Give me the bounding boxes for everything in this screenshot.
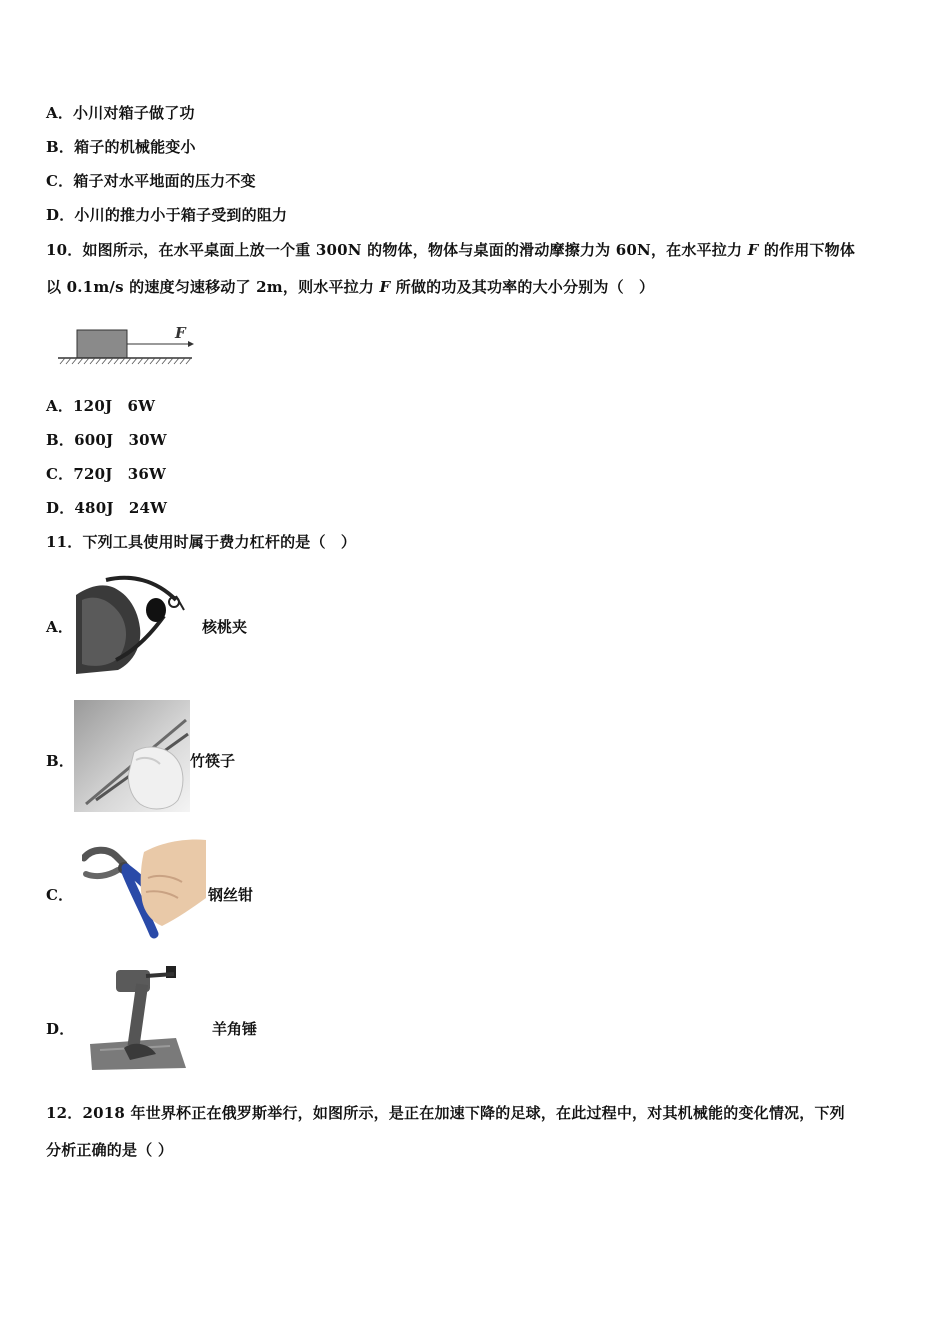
q10-option-c: C．720J 36W xyxy=(46,465,167,483)
q10-option-a: A．120J 6W xyxy=(46,397,156,415)
q11-option-b-letter: B． xyxy=(46,752,75,770)
q9-option-c: C．箱子对水平地面的压力不变 xyxy=(46,172,256,190)
pliers-icon xyxy=(82,838,208,942)
q11-caption-b: 竹筷子 xyxy=(190,752,236,770)
q11-option-d-letter: D． xyxy=(46,1020,75,1038)
q11-caption-a: 核桃夹 xyxy=(202,618,248,636)
q11-caption-d: 羊角锤 xyxy=(212,1020,258,1038)
q10-block-figure xyxy=(56,322,196,368)
ground-hatching xyxy=(60,358,191,364)
block-shape xyxy=(77,330,127,358)
claw-hammer-icon xyxy=(90,964,186,1070)
q10-stem-line1: 10．如图所示，在水平桌面上放一个重 300N 的物体，物体与桌面的滑动摩擦力为 60N，在水平拉力 F 的作用下物体 xyxy=(46,241,856,259)
q9-option-a: A．小川对箱子做了功 xyxy=(46,104,195,122)
q12-stem-line1: 12．2018 年世界杯正在俄罗斯举行，如图所示，是正在加速下降的足球，在此过程中，对其机械能的变化情况，下列 xyxy=(46,1104,845,1122)
q11-option-c-letter: C． xyxy=(46,886,74,904)
q11-stem: 11．下列工具使用时属于费力杠杆的是（ ） xyxy=(46,533,357,551)
q11-option-a-letter: A． xyxy=(46,618,74,636)
nutcracker-icon xyxy=(76,570,188,674)
q9-option-d: D．小川的推力小于箱子受到的阻力 xyxy=(46,206,288,224)
q12-stem-line2: 分析正确的是（ ） xyxy=(46,1141,174,1159)
q11-caption-c: 钢丝钳 xyxy=(208,886,254,904)
force-arrow-head xyxy=(188,341,194,347)
q10-option-b: B．600J 30W xyxy=(46,431,167,449)
q10-option-d: D．480J 24W xyxy=(46,499,168,517)
chopsticks-icon xyxy=(74,700,190,812)
q10-stem-line2: 以 0.1m/s 的速度匀速移动了 2m，则水平拉力 F 所做的功及其功率的大小分别为（ ） xyxy=(46,278,655,296)
q9-option-b: B．箱子的机械能变小 xyxy=(46,138,196,156)
force-label: F xyxy=(175,324,186,342)
